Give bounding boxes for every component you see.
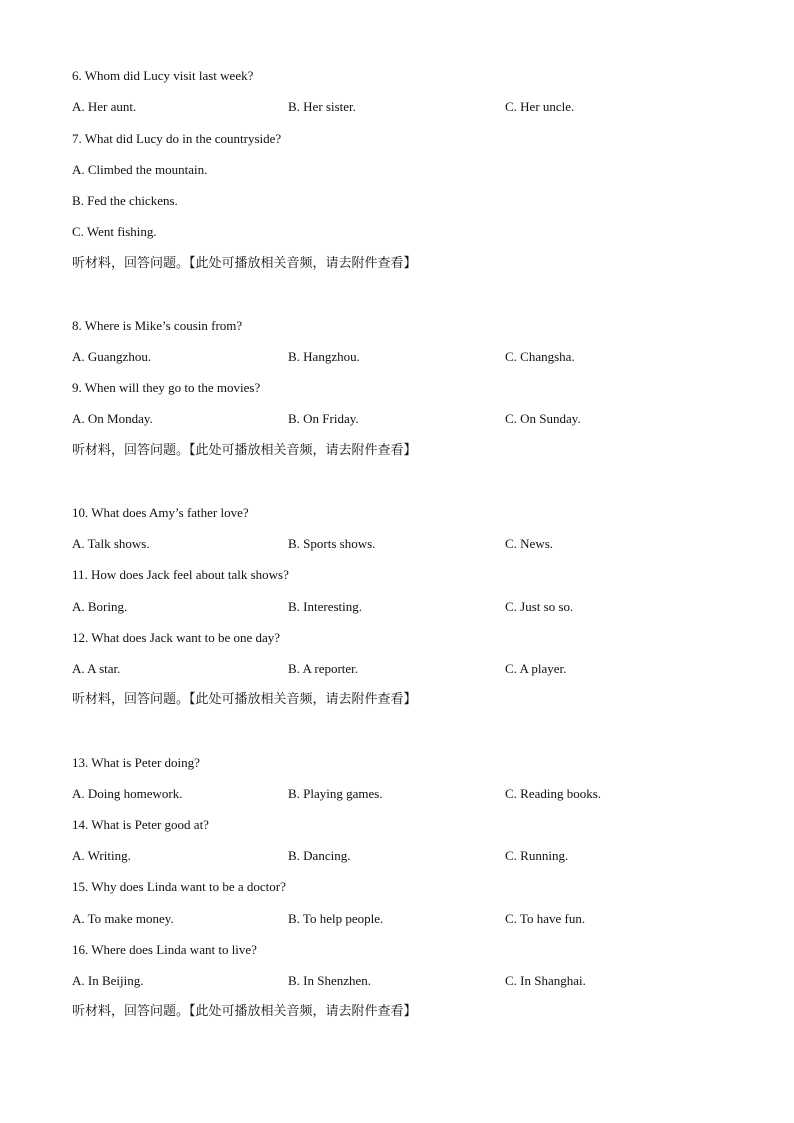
option-16-a: A. In Beijing.: [72, 973, 144, 988]
option-8-a: A. Guangzhou.: [72, 349, 152, 364]
option-7-a: A. Climbed the mountain.: [72, 162, 208, 177]
option-9-b: B. On Friday.: [288, 411, 359, 426]
option-9-a: A. On Monday.: [72, 411, 153, 426]
option-6-b: B. Her sister.: [288, 99, 356, 114]
options-14: [72, 848, 722, 864]
option-7-b: B. Fed the chickens.: [72, 193, 178, 208]
options-11: [72, 599, 722, 615]
options-13: [72, 786, 722, 802]
question-13: 13. What is Peter doing?: [72, 755, 200, 770]
listening-instruction-1: 听材料，回答问题。【此处可播放相关音频，请去附件查看】: [72, 256, 417, 271]
option-10-c: C. News.: [505, 536, 554, 551]
option-15-b: B. To help people.: [288, 911, 384, 926]
question-15: 15. Why does Linda want to be a doctor?: [72, 879, 286, 894]
options-15: [72, 911, 722, 927]
option-16-c: C. In Shanghai.: [505, 973, 586, 988]
listening-instruction-4: 听材料，回答问题。【此处可播放相关音频，请去附件查看】: [72, 1004, 417, 1019]
options-10: [72, 536, 722, 552]
option-15-c: C. To have fun.: [505, 911, 586, 926]
question-10: 10. What does Amy’s father love?: [72, 505, 249, 520]
question-9: 9. When will they go to the movies?: [72, 380, 261, 395]
option-11-b: B. Interesting.: [288, 599, 363, 614]
options-12: [72, 661, 722, 677]
question-8: 8. Where is Mike’s cousin from?: [72, 318, 243, 333]
option-12-b: B. A reporter.: [288, 661, 359, 676]
option-13-b: B. Playing games.: [288, 786, 383, 801]
option-8-b: B. Hangzhou.: [288, 349, 360, 364]
question-12: 12. What does Jack want to be one day?: [72, 630, 281, 645]
question-16: 16. Where does Linda want to live?: [72, 942, 257, 957]
option-14-c: C. Running.: [505, 848, 569, 863]
option-7-c: C. Went fishing.: [72, 224, 157, 239]
option-12-a: A. A star.: [72, 661, 121, 676]
option-11-c: C. Just so so.: [505, 599, 574, 614]
question-7: 7. What did Lucy do in the countryside?: [72, 131, 282, 146]
option-16-b: B. In Shenzhen.: [288, 973, 372, 988]
options-6: [72, 99, 722, 115]
option-12-c: C. A player.: [505, 661, 567, 676]
option-15-a: A. To make money.: [72, 911, 174, 926]
option-14-b: B. Dancing.: [288, 848, 351, 863]
options-9: [72, 411, 722, 427]
option-6-a: A. Her aunt.: [72, 99, 137, 114]
question-6: 6. Whom did Lucy visit last week?: [72, 68, 254, 83]
option-8-c: C. Changsha.: [505, 349, 575, 364]
option-13-a: A. Doing homework.: [72, 786, 183, 801]
listening-instruction-2: 听材料，回答问题。【此处可播放相关音频，请去附件查看】: [72, 443, 417, 458]
option-6-c: C. Her uncle.: [505, 99, 575, 114]
option-10-b: B. Sports shows.: [288, 536, 376, 551]
listening-instruction-3: 听材料，回答问题。【此处可播放相关音频，请去附件查看】: [72, 692, 417, 707]
option-14-a: A. Writing.: [72, 848, 131, 863]
option-10-a: A. Talk shows.: [72, 536, 150, 551]
question-14: 14. What is Peter good at?: [72, 817, 209, 832]
option-13-c: C. Reading books.: [505, 786, 602, 801]
option-9-c: C. On Sunday.: [505, 411, 581, 426]
option-11-a: A. Boring.: [72, 599, 128, 614]
question-11: 11. How does Jack feel about talk shows?: [72, 567, 289, 582]
options-8: [72, 349, 722, 365]
options-16: [72, 973, 722, 989]
